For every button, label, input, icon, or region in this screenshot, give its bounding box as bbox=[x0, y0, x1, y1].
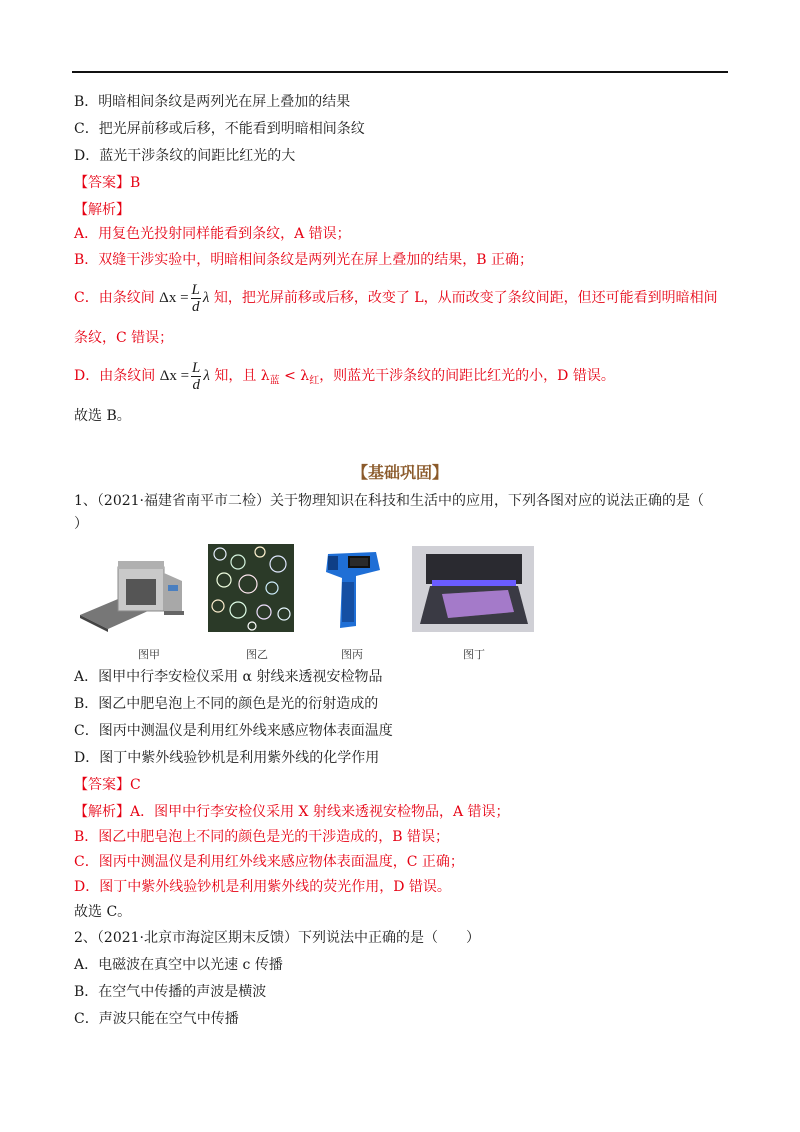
q2-stem: 2、（2021·北京市海淀区期末反馈）下列说法中正确的是（ ） bbox=[74, 930, 480, 946]
explanation-c-continued: 条纹，C 错误； bbox=[74, 330, 174, 346]
soap-bubbles-image bbox=[208, 544, 294, 632]
option-c: C．把光屏前移或后移，不能看到明暗相间条纹 bbox=[74, 121, 365, 137]
formula-fraction bbox=[191, 282, 201, 315]
caption-bing: 图丙 bbox=[341, 648, 363, 661]
q1-explanation-d: D．图丁中紫外线验钞机是利用紫外线的荧光作用，D 错误。 bbox=[74, 879, 451, 895]
fringe-formula-2 bbox=[159, 360, 210, 393]
formula-numerator: L bbox=[192, 360, 201, 376]
explanation-d-prefix: D．由条纹间 bbox=[74, 367, 156, 384]
q1-stem: 1、（2021·福建省南平市二检）关于物理知识在科技和生活中的应用，下列各图对应的说法正确的是（ bbox=[74, 493, 704, 509]
q2-option-b: B．在空气中传播的声波是横波 bbox=[74, 984, 267, 1000]
caption-yi: 图乙 bbox=[246, 648, 268, 661]
infrared-thermometer-image bbox=[322, 548, 382, 632]
formula-denominator: d bbox=[192, 377, 200, 393]
q1-option-c: C．图丙中测温仪是利用红外线来感应物体表面温度 bbox=[74, 723, 393, 739]
caption-jia: 图甲 bbox=[138, 648, 160, 661]
explanation-a: A．用复色光投射同样能看到条纹，A 错误； bbox=[74, 226, 351, 242]
header-rule bbox=[72, 71, 728, 73]
explanation-d-mid1: 知，且 λ bbox=[214, 367, 270, 384]
formula-lhs: Δx = bbox=[159, 289, 189, 306]
option-b: B．明暗相间条纹是两列光在屏上叠加的结果 bbox=[74, 94, 351, 110]
q1-explanation-a-text: A．图甲中行李安检仪采用 X 射线来透视安检物品，A 错误； bbox=[130, 804, 510, 820]
q1-conclusion: 故选 C。 bbox=[74, 904, 132, 920]
lambda-red-subscript: 红 bbox=[309, 375, 320, 387]
formula-lhs: Δx = bbox=[159, 367, 190, 384]
q1-explanation-a bbox=[74, 802, 510, 822]
formula-numerator: L bbox=[191, 282, 200, 298]
fringe-formula bbox=[159, 282, 210, 315]
lambda-blue-subscript: 蓝 bbox=[269, 375, 280, 387]
q1-answer-label: 【答案】 bbox=[74, 777, 130, 793]
answer-value: B bbox=[130, 175, 141, 191]
explanation-d bbox=[74, 360, 615, 393]
q2-option-c: C．声波只能在空气中传播 bbox=[74, 1011, 239, 1027]
q1-option-d: D．图丁中紫外线验钞机是利用紫外线的化学作用 bbox=[74, 750, 380, 766]
uv-money-detector-image bbox=[412, 546, 534, 632]
answer-line bbox=[74, 173, 140, 193]
explanation-c bbox=[74, 282, 718, 315]
explanation-c-prefix: C．由条纹间 bbox=[74, 289, 155, 306]
section-title: 【基础巩固】 bbox=[351, 463, 448, 482]
q2-option-a: A．电磁波在真空中以光速 c 传播 bbox=[74, 957, 283, 973]
formula-lambda: λ bbox=[202, 289, 210, 306]
explanation-d-suffix: ，则蓝光干涉条纹的间距比红光的小，D 错误。 bbox=[319, 367, 615, 384]
q1-explanation-b: B．图乙中肥皂泡上不同的颜色是光的干涉造成的，B 错误； bbox=[74, 829, 450, 845]
explanation-b: B．双缝干涉实验中，明暗相间条纹是两列光在屏上叠加的结果，B 正确； bbox=[74, 252, 534, 268]
q1-explanation-c: C．图丙中测温仪是利用红外线来感应物体表面温度，C 正确； bbox=[74, 854, 464, 870]
q1-option-b: B．图乙中肥皂泡上不同的颜色是光的衍射造成的 bbox=[74, 696, 379, 712]
q1-option-a: A．图甲中行李安检仪采用 α 射线来透视安检物品 bbox=[74, 669, 383, 685]
explanation-d-mid2: < λ bbox=[279, 367, 310, 384]
formula-fraction bbox=[191, 360, 201, 393]
answer-label: 【答案】 bbox=[74, 175, 130, 191]
conclusion: 故选 B。 bbox=[74, 408, 131, 424]
xray-scanner-image bbox=[78, 555, 188, 633]
option-d: D．蓝光干涉条纹的间距比红光的大 bbox=[74, 148, 296, 164]
formula-lambda: λ bbox=[203, 367, 210, 384]
explanation-c-suffix: 知，把光屏前移或后移，改变了 L，从而改变了条纹间距，但还可能看到明暗相间 bbox=[213, 289, 718, 306]
analysis-label: 【解析】 bbox=[74, 202, 130, 218]
q1-stem-close: ） bbox=[74, 516, 88, 532]
q1-answer-line bbox=[74, 775, 141, 795]
q1-analysis-label: 【解析】 bbox=[74, 804, 130, 820]
formula-denominator: d bbox=[191, 299, 200, 315]
q1-answer-value: C bbox=[130, 777, 141, 793]
caption-ding: 图丁 bbox=[463, 648, 485, 661]
